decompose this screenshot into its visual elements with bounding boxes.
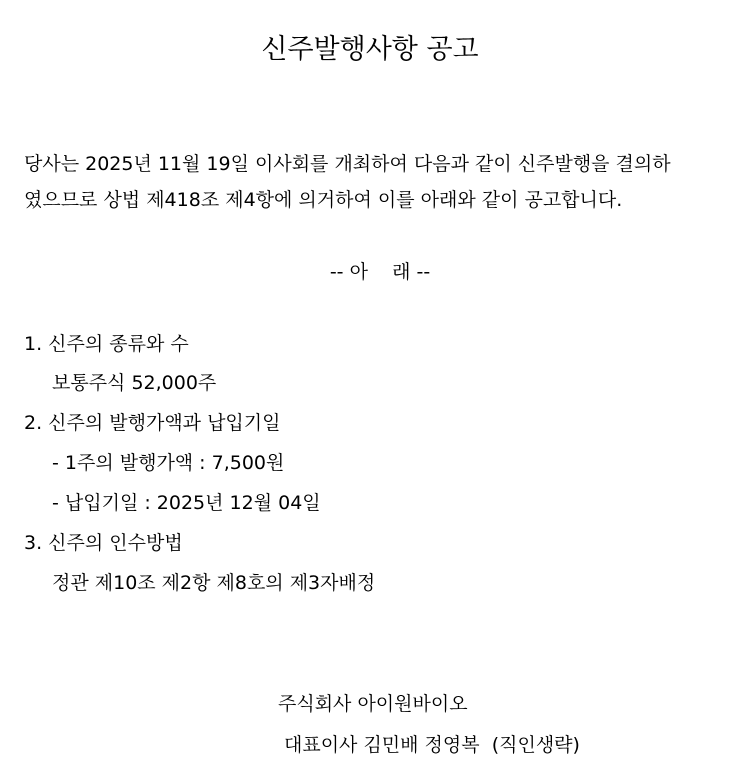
- company-name: 주식회사 아이원바이오: [278, 693, 468, 715]
- notice-body-line-2: 였으므로 상법 제418조 제4항에 의거하여 이를 아래와 같이 공고합니다.: [24, 189, 623, 211]
- item-2-detail-payment-date: - 납입기일 : 2025년 12월 04일: [52, 492, 321, 514]
- section-marker: -- 아 래 --: [329, 261, 431, 283]
- notice-title: 신주발행사항 공고: [261, 34, 479, 65]
- representative-line: 대표이사 김민배 정영복 (직인생략): [284, 734, 580, 756]
- item-1-detail: 보통주식 52,000주: [52, 372, 217, 394]
- item-3-heading: 3. 신주의 인수방법: [24, 532, 183, 554]
- item-2-detail-price: - 1주의 발행가액 : 7,500원: [52, 452, 285, 474]
- item-3-detail: 정관 제10조 제2항 제8호의 제3자배정: [52, 572, 376, 594]
- notice-body-line-1: 당사는 2025년 11월 19일 이사회를 개최하여 다음과 같이 신주발행을 결의하: [24, 153, 671, 175]
- item-2-heading: 2. 신주의 발행가액과 납입기일: [24, 412, 281, 434]
- item-1-heading: 1. 신주의 종류와 수: [24, 333, 189, 355]
